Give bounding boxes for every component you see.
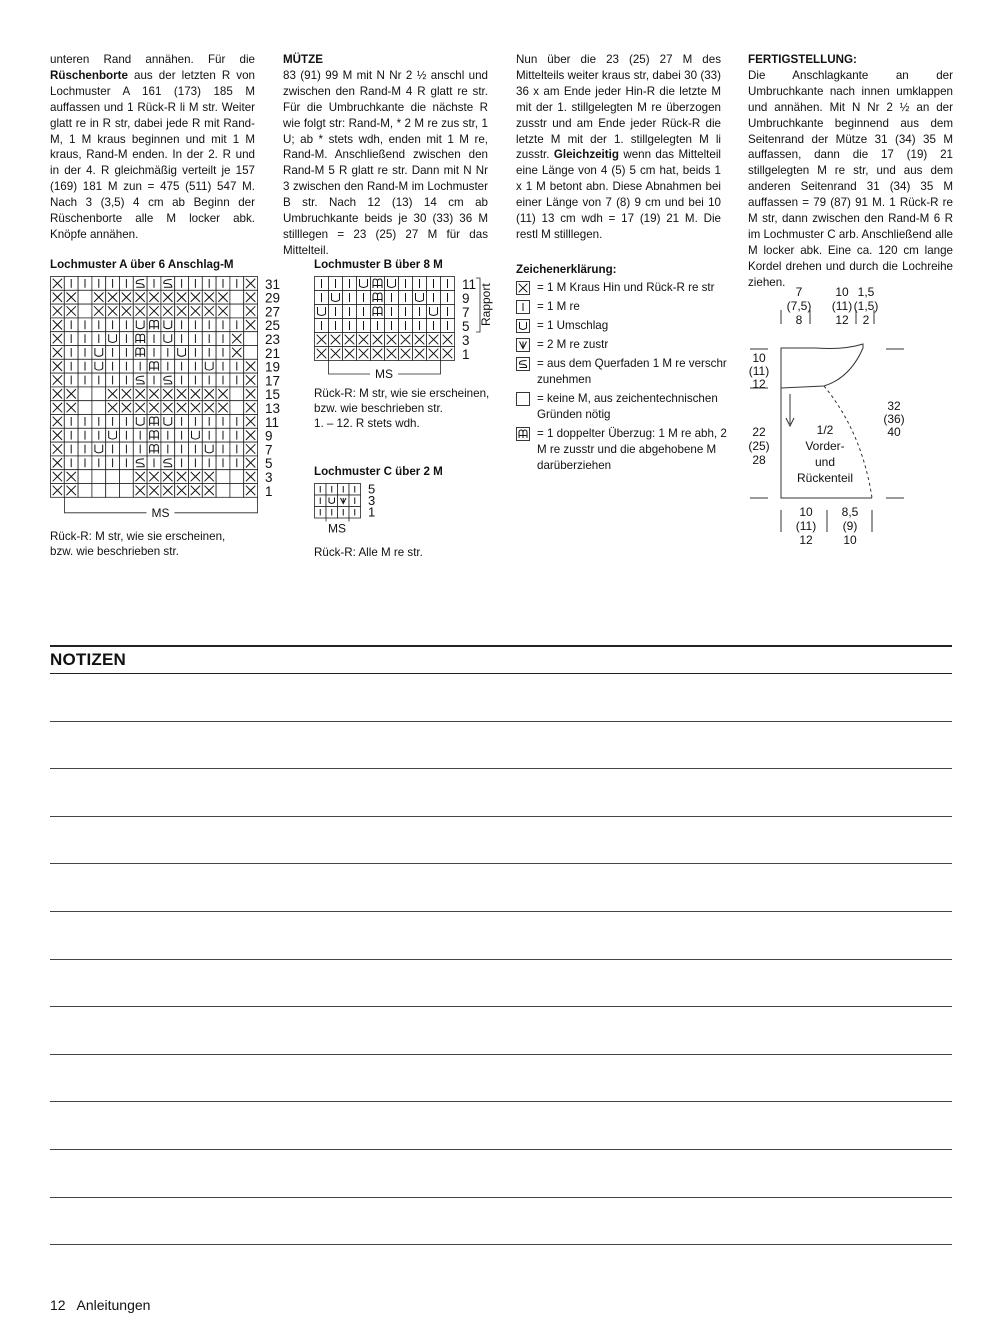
chart-cell — [92, 484, 106, 498]
notes-top-rule — [50, 645, 952, 647]
note-line — [50, 721, 952, 722]
note-line — [50, 1054, 952, 1055]
legend-item — [516, 280, 736, 296]
row-number: 27 — [265, 304, 281, 320]
symbol-legend — [516, 262, 736, 477]
legend-symbol-icon — [516, 392, 530, 406]
chart-cell — [244, 346, 258, 360]
chart-cell — [133, 415, 147, 429]
chart-cell — [92, 387, 106, 401]
chart-cell — [329, 291, 343, 305]
page-number: 12 — [50, 1297, 66, 1313]
row-number: 1 — [265, 483, 273, 499]
chart-cells — [315, 484, 361, 519]
chart-cell — [106, 470, 120, 484]
chart-a-title: Lochmuster A über 6 Anschlag-M — [50, 258, 234, 271]
legend-item — [516, 426, 736, 474]
schematic-center-label: und — [814, 455, 836, 469]
row-number: 29 — [265, 290, 281, 306]
chart-c-title: Lochmuster C über 2 M — [314, 465, 443, 478]
note-line — [50, 1244, 952, 1245]
note-line — [50, 863, 952, 864]
text-column-2 — [283, 52, 488, 259]
ms-label: MS — [328, 521, 346, 536]
row-number: 25 — [265, 318, 281, 334]
garment-schematic — [740, 282, 920, 552]
legend-text: = 1 Umschlag — [537, 319, 609, 332]
legend-symbol-icon — [516, 357, 530, 371]
chart-cell — [202, 359, 216, 373]
bold-term: Rüschenborte — [50, 68, 128, 82]
chart-cell — [230, 484, 244, 498]
chart-cell — [230, 290, 244, 304]
chart-cell — [202, 442, 216, 456]
legend-item — [516, 356, 736, 388]
schematic-center-label: Vorder- — [805, 439, 845, 453]
dim-left-lower: (25) — [748, 439, 770, 453]
dim-bottom-left: (11) — [795, 519, 817, 533]
note-line — [50, 1101, 952, 1102]
chart-cell — [120, 484, 134, 498]
chart-cell — [161, 318, 175, 332]
chart-c-grid — [314, 483, 394, 543]
chart-cell — [216, 484, 230, 498]
row-number: 11 — [462, 277, 477, 292]
legend-item — [516, 391, 736, 423]
row-number: 31 — [265, 276, 281, 292]
chart-cell — [106, 428, 120, 442]
legend-item — [516, 318, 736, 334]
chart-cell — [216, 470, 230, 484]
chart-b-caption — [314, 386, 489, 431]
chart-cell — [189, 428, 203, 442]
chart-cell — [92, 470, 106, 484]
dim-left-upper: 10 — [752, 351, 766, 365]
dim-right: 40 — [887, 425, 901, 439]
note-line — [50, 959, 952, 960]
chart-cell — [120, 470, 134, 484]
chart-cell — [161, 415, 175, 429]
paragraph-rueschenborte — [50, 52, 255, 243]
chart-cell — [175, 346, 189, 360]
chart-a-caption-line: bzw. wie beschrieben str. — [50, 545, 179, 558]
note-line — [50, 1197, 952, 1198]
row-number: 7 — [462, 305, 470, 320]
paragraph-mittelteil — [516, 52, 721, 243]
legend-text: = 1 M re — [537, 300, 580, 313]
legend-symbol-icon — [516, 300, 530, 314]
row-number: 5 — [265, 456, 273, 472]
chart-cells — [51, 277, 258, 498]
chart-cell — [92, 359, 106, 373]
row-number: 1 — [368, 504, 376, 520]
row-number: 9 — [462, 291, 470, 306]
chart-cell — [78, 304, 92, 318]
row-number: 7 — [265, 442, 273, 458]
chart-b-caption-line: 1. – 12. R stets wdh. — [314, 417, 420, 430]
legend-item — [516, 337, 736, 353]
page-footer — [50, 1297, 150, 1313]
legend-symbol-icon — [516, 319, 530, 333]
chart-cells — [315, 277, 455, 361]
text-column-3 — [516, 52, 721, 243]
row-number: 3 — [462, 333, 470, 348]
note-line — [50, 673, 952, 674]
text-column-1 — [50, 52, 255, 243]
dim-left-lower: 28 — [752, 453, 766, 467]
chart-cell — [161, 332, 175, 346]
chart-cell — [133, 318, 147, 332]
chart-b-caption-line: bzw. wie beschrieben str. — [314, 402, 443, 415]
dim-left-lower: 22 — [752, 425, 766, 439]
chart-cell — [413, 291, 427, 305]
note-line — [50, 911, 952, 912]
row-number: 3 — [265, 470, 273, 485]
row-number: 11 — [265, 414, 280, 430]
row-number: 3 — [368, 493, 376, 508]
heading-fertigstellung: FERTIGSTELLUNG: — [748, 53, 857, 66]
legend-item — [516, 299, 736, 315]
row-number: 15 — [265, 387, 281, 403]
ms-label: MS — [151, 505, 170, 520]
note-line — [50, 816, 952, 817]
note-line — [50, 1006, 952, 1007]
notes-title: NOTIZEN — [50, 650, 127, 669]
chart-a-grid — [50, 276, 300, 528]
chart-cell — [385, 277, 399, 291]
text-run: aus der letzten R von Lochmuster A 161 (173) 185 M auffassen und 1 Rück-R li M str. Weiter glatt re in R str, dabei jede R mit Rand-M, 1 M kraus beginnen und mit 1 M kraus, Rand-M enden. In der 2. R und in der 4. R gleichmäßig verteilt je 157 (169) 181 M zun = 475 (511) 547 M. Nach 3 (3,5) 4 cm ab Beginn der Rüschenborte alle M locker abk. Knöpfe annähen. — [50, 68, 255, 241]
dim-top-left: (7,5) — [786, 299, 812, 313]
chart-b-title: Lochmuster B über 8 M — [314, 258, 443, 271]
chart-cell — [78, 484, 92, 498]
dim-top-left: 8 — [795, 313, 803, 327]
dim-top-mid: 12 — [835, 313, 849, 327]
chart-cell — [326, 495, 338, 507]
dim-top-right: 1,5 — [857, 285, 875, 299]
rapport-label: Rapport — [479, 283, 493, 326]
chart-cell — [106, 484, 120, 498]
chart-b-grid — [314, 276, 499, 386]
ms-label: MS — [375, 367, 393, 381]
paragraph-fertigstellung: Die Anschlagkante an der Umbruchkante nach innen umklappen und annähen. Mit N Nr 2 ½ an der Umbruchkante beginnend aus dem Seitenrand der Mütze 31 (34) 35 M auffassen, dann die 17 (19) 21 stillgelegten M re str, und aus dem anderen Seitenrand 31 (34) 35 M auffassen = 79 (87) 91 M. 1 Rück-R re M str, dann zwischen den Rand-M 6 R im Lochmuster C arb. Anschließend alle M locker abk. Eine ca. 120 cm lange Kordel drehen und durch die Lochreihe ziehen. — [748, 68, 953, 289]
chart-cell — [92, 346, 106, 360]
chart-cell — [78, 290, 92, 304]
legend-symbol-icon — [516, 281, 530, 295]
row-number: 13 — [265, 401, 281, 416]
heading-muetze: MÜTZE — [283, 53, 323, 66]
dim-top-right: 2 — [862, 313, 870, 327]
dim-right: 32 — [887, 399, 901, 413]
dim-bottom-left: 10 — [799, 505, 813, 519]
text-run: Nun über die 23 (25) 27 M des Mittelteils weiter kraus str, dabei 30 (33) 36 x am Ende jeder Hin-R die letzte M mit der 1. stillgelegten M re überzogen zusstr und am Ende jeder Rück-R die letzte M mit der 1. stillgelegten M li zusstr. — [516, 53, 721, 162]
chart-c-caption — [314, 545, 423, 560]
text-column-4 — [748, 52, 953, 291]
schematic-center-label: 1/2 — [816, 423, 834, 437]
legend-text: = aus dem Querfaden 1 M re verschr zunehmen — [537, 357, 727, 386]
paragraph-muetze: 83 (91) 99 M mit N Nr 2 ½ anschl und zwischen den Rand-M 4 R glatt re str. Für die Umbruchkante die nächste R wie folgt str: Rand-M, * 2 M re zus str, 1 U; ab * stets wdh, enden mit 1 M re, Rand-M. Anschließend zwischen den Rand-M 5 R glatt re str. Dann mit N Nr 3 zwischen den Rand-M im Lochmuster B str. Nach 12 (13) 14 cm ab Umbruchkante beids je 30 (33) 36 M stilllegen = 23 (25) 27 M für das Mittelteil. — [283, 68, 488, 257]
row-number: 23 — [265, 332, 281, 347]
dim-top-mid: (11) — [831, 299, 853, 313]
dim-left-upper: (11) — [748, 364, 770, 378]
legend-text: = keine M, aus zeichentechnischen Gründen nötig — [537, 392, 718, 421]
chart-cell — [92, 401, 106, 415]
legend-text: = 2 M re zustr — [537, 338, 609, 351]
legend-symbol-icon — [516, 338, 530, 352]
footer-section: Anleitungen — [76, 1297, 151, 1313]
legend-text: = 1 M Kraus Hin und Rück-R re str — [537, 281, 715, 294]
chart-cell — [230, 304, 244, 318]
row-number: 17 — [265, 373, 281, 389]
row-number: 9 — [265, 428, 273, 444]
dim-top-left: 7 — [795, 285, 803, 299]
chart-cell — [357, 277, 371, 291]
dim-right: (36) — [883, 412, 905, 426]
text-run: unteren Rand annähen. Für die — [50, 53, 255, 66]
chart-a-caption-line: Rück-R: M str, wie sie erscheinen, — [50, 530, 226, 543]
chart-cell — [78, 470, 92, 484]
chart-a-caption — [50, 529, 225, 559]
chart-cell — [78, 387, 92, 401]
dim-bottom-right: 8,5 — [841, 505, 859, 519]
legend-text: = 1 doppelter Überzug: 1 M re abh, 2 M re zusstr und die abgehobene M darüberziehen — [537, 427, 727, 472]
chart-cell — [427, 305, 441, 319]
row-number: 19 — [265, 359, 281, 375]
chart-cell — [315, 305, 329, 319]
note-line — [50, 1149, 952, 1150]
dim-bottom-right: (9) — [842, 519, 858, 533]
dim-top-right: (1,5) — [853, 299, 879, 313]
chart-cell — [92, 442, 106, 456]
chart-cell — [230, 387, 244, 401]
row-number: 1 — [462, 347, 470, 362]
chart-b-caption-line: Rück-R: M str, wie sie erscheinen, — [314, 387, 490, 400]
row-number: 5 — [462, 319, 470, 334]
dim-bottom-right: 10 — [843, 533, 857, 547]
dim-bottom-left: 12 — [799, 533, 813, 547]
row-number: 5 — [368, 483, 376, 497]
dim-top-mid: 10 — [835, 285, 849, 299]
note-line — [50, 768, 952, 769]
legend-title: Zeichenerklärung: — [516, 263, 617, 276]
chart-cell — [78, 401, 92, 415]
chart-cell — [106, 332, 120, 346]
chart-cell — [230, 470, 244, 484]
legend-symbol-icon — [516, 427, 530, 441]
row-number: 21 — [265, 345, 281, 361]
dim-left-upper: 12 — [752, 377, 766, 391]
chart-cell — [230, 401, 244, 415]
neck-shape — [781, 344, 863, 388]
chart-c-caption-line: Rück-R: Alle M re str. — [314, 546, 423, 559]
bold-term: Gleichzeitig — [553, 148, 619, 162]
chart-cell — [244, 332, 258, 346]
schematic-center-label: Rückenteil — [796, 471, 854, 485]
text-run: wenn das Mittelteil eine Länge von 4 (5) 5 cm hat, beids 1 x 1 M betont abn. Diese Abnahmen bei einer Länge von 7 (8) 9 cm und bei 10 (11) 13 cm wdh = 17 (19) 21 M. Die restl M stilllegen. — [516, 148, 721, 241]
